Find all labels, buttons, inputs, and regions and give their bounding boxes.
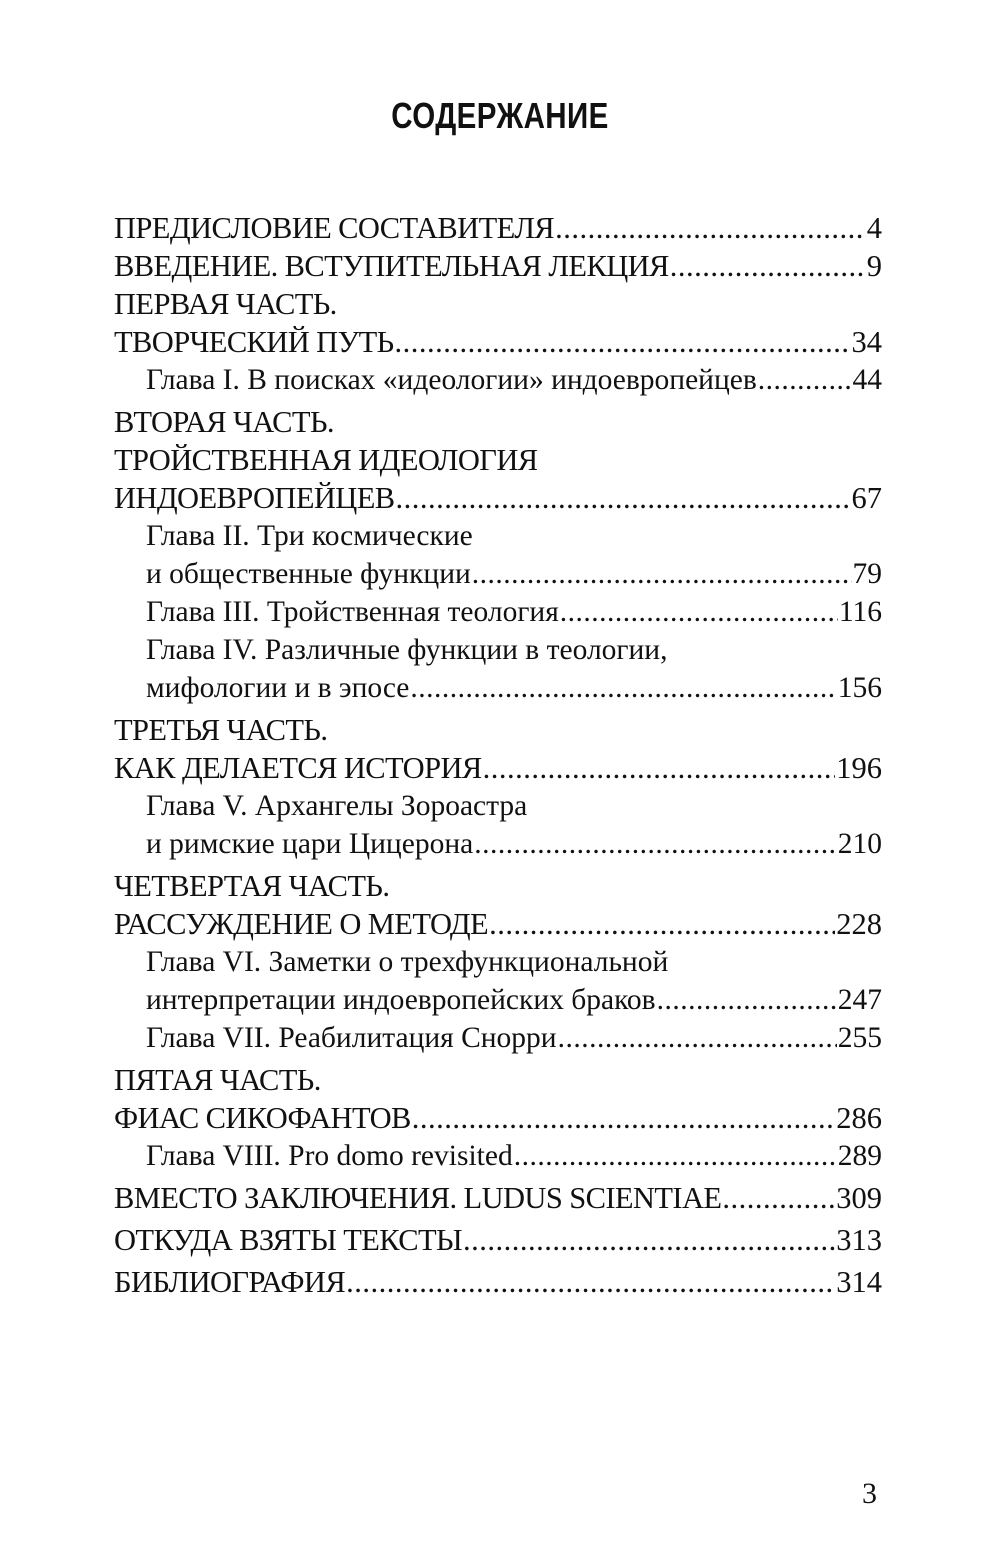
toc-entry-chapter-2[interactable] (114, 555, 882, 593)
toc-chapter-4-title-line (114, 631, 882, 669)
toc-chapter-6-title-line (114, 943, 882, 981)
toc-entry-page: 196 (836, 751, 882, 785)
page-title: СОДЕРЖАНИЕ (391, 95, 609, 136)
toc-entry-page: 34 (851, 325, 882, 359)
toc-entry-page: 247 (837, 984, 882, 1016)
toc-part-5-heading (114, 1061, 882, 1099)
toc-entry-title: и римские цари Цицерона (146, 828, 474, 860)
toc-entry-page: 116 (838, 596, 882, 628)
toc-part-1-heading (114, 285, 882, 323)
toc-chapter-2-title-line (114, 517, 882, 555)
toc-entry-page: 44 (852, 364, 882, 396)
toc-entry-bibliography[interactable] (114, 1263, 882, 1301)
dot-leader (346, 1263, 835, 1301)
dot-leader (395, 323, 851, 361)
toc-entry-conclusion[interactable] (114, 1179, 882, 1217)
toc-entry-title: ТРОЙСТВЕННАЯ ИДЕОЛОГИЯ (114, 443, 538, 477)
toc-entry-title: БИБЛИОГРАФИЯ (114, 1265, 346, 1299)
dot-leader (410, 669, 836, 707)
toc-entry-title: Глава VI. Заметки о трехфункциональной (146, 946, 669, 978)
toc-part-3-heading (114, 711, 882, 749)
toc-entry-title: интерпретации индоевропейских браков (146, 984, 656, 1016)
toc-entry-part-4[interactable] (114, 905, 882, 943)
toc-entry-title: ПРЕДИСЛОВИЕ СОСТАВИТЕЛЯ (114, 211, 555, 245)
toc-entry-chapter-5[interactable] (114, 825, 882, 863)
toc-entry-chapter-1[interactable] (114, 361, 882, 399)
toc-entry-title: ОТКУДА ВЗЯТЫ ТЕКСТЫ (114, 1223, 463, 1257)
toc-entry-part-3[interactable] (114, 749, 882, 787)
toc-part-label: ТРЕТЬЯ ЧАСТЬ. (114, 713, 328, 747)
toc-entry-title: Глава IV. Различные функции в теологии, (146, 634, 668, 666)
toc-entry-page: 4 (866, 211, 882, 245)
toc-entry-part-2[interactable] (114, 479, 882, 517)
toc-entry-page: 79 (852, 558, 882, 590)
toc-entry-page: 286 (836, 1101, 882, 1135)
dot-leader (514, 1137, 837, 1175)
toc-entry-title: Глава II. Три космические (146, 520, 473, 552)
dot-leader (558, 1019, 837, 1057)
toc-part-label: ПЯТАЯ ЧАСТЬ. (114, 1063, 321, 1097)
toc-entry-title: Глава I. В поисках «идеологии» индоевропейцев (146, 364, 757, 396)
dot-leader (463, 1221, 835, 1259)
toc-entry-title: ФИАС СИКОФАНТОВ (114, 1101, 411, 1135)
dot-leader (483, 749, 836, 787)
toc-entry-title: Глава VIII. Pro domo revisited (146, 1140, 513, 1172)
dot-leader (722, 1179, 835, 1217)
toc-entry-chapter-3[interactable] (114, 593, 882, 631)
toc-entry-chapter-4[interactable] (114, 669, 882, 707)
toc-part-2-title-line (114, 441, 882, 479)
dot-leader (472, 555, 852, 593)
toc-entry-page: 309 (836, 1181, 882, 1215)
dot-leader (396, 479, 851, 517)
toc-entry-title: ИНДОЕВРОПЕЙЦЕВ (114, 481, 395, 515)
table-of-contents (114, 209, 882, 1301)
toc-entry-title: Глава V. Архангелы Зороастра (146, 790, 528, 822)
toc-entry-chapter-7[interactable] (114, 1019, 882, 1057)
toc-part-4-heading (114, 867, 882, 905)
toc-part-label: ПЕРВАЯ ЧАСТЬ. (114, 287, 337, 321)
toc-part-label: ЧЕТВЕРТАЯ ЧАСТЬ. (114, 869, 390, 903)
toc-entry-title: ВВЕДЕНИЕ. ВСТУПИТЕЛЬНАЯ ЛЕКЦИЯ (114, 249, 669, 283)
toc-entry-title: Глава III. Тройственная теология (146, 596, 559, 628)
toc-chapter-5-title-line (114, 787, 882, 825)
dot-leader (412, 1099, 835, 1137)
dot-leader (555, 209, 866, 247)
toc-entry-sources[interactable] (114, 1221, 882, 1259)
toc-entry-page: 67 (851, 481, 882, 515)
toc-entry-part-5[interactable] (114, 1099, 882, 1137)
toc-entry-page: 314 (836, 1265, 882, 1299)
toc-entry-chapter-6[interactable] (114, 981, 882, 1019)
toc-entry-title: КАК ДЕЛАЕТСЯ ИСТОРИЯ (114, 751, 482, 785)
toc-entry-preface[interactable] (114, 209, 882, 247)
toc-part-label: ВТОРАЯ ЧАСТЬ. (114, 405, 334, 439)
toc-entry-title: Глава VII. Реабилитация Снорри (146, 1022, 557, 1054)
toc-entry-title: мифологии и в эпосе (146, 672, 410, 704)
toc-entry-part-1[interactable] (114, 323, 882, 361)
dot-leader (489, 905, 835, 943)
toc-entry-title: ТВОРЧЕСКИЙ ПУТЬ (114, 325, 394, 359)
dot-leader (474, 825, 837, 863)
toc-entry-page: 255 (837, 1022, 882, 1054)
page-number: 3 (862, 1477, 877, 1510)
dot-leader (657, 981, 837, 1019)
dot-leader (670, 247, 866, 285)
toc-entry-page: 289 (837, 1140, 882, 1172)
toc-entry-page: 156 (837, 672, 882, 704)
toc-entry-chapter-8[interactable] (114, 1137, 882, 1175)
dot-leader (560, 593, 838, 631)
toc-entry-title: ВМЕСТО ЗАКЛЮЧЕНИЯ. LUDUS SCIENTIAE (114, 1181, 722, 1215)
toc-entry-page: 313 (836, 1223, 882, 1257)
toc-entry-introduction[interactable] (114, 247, 882, 285)
dot-leader (758, 361, 852, 399)
toc-entry-title: РАССУЖДЕНИЕ О МЕТОДЕ (114, 907, 489, 941)
toc-entry-page: 9 (866, 249, 882, 283)
toc-entry-title: и общественные функции (146, 558, 471, 590)
toc-entry-page: 210 (837, 828, 882, 860)
toc-part-2-heading (114, 403, 882, 441)
toc-entry-page: 228 (836, 907, 882, 941)
